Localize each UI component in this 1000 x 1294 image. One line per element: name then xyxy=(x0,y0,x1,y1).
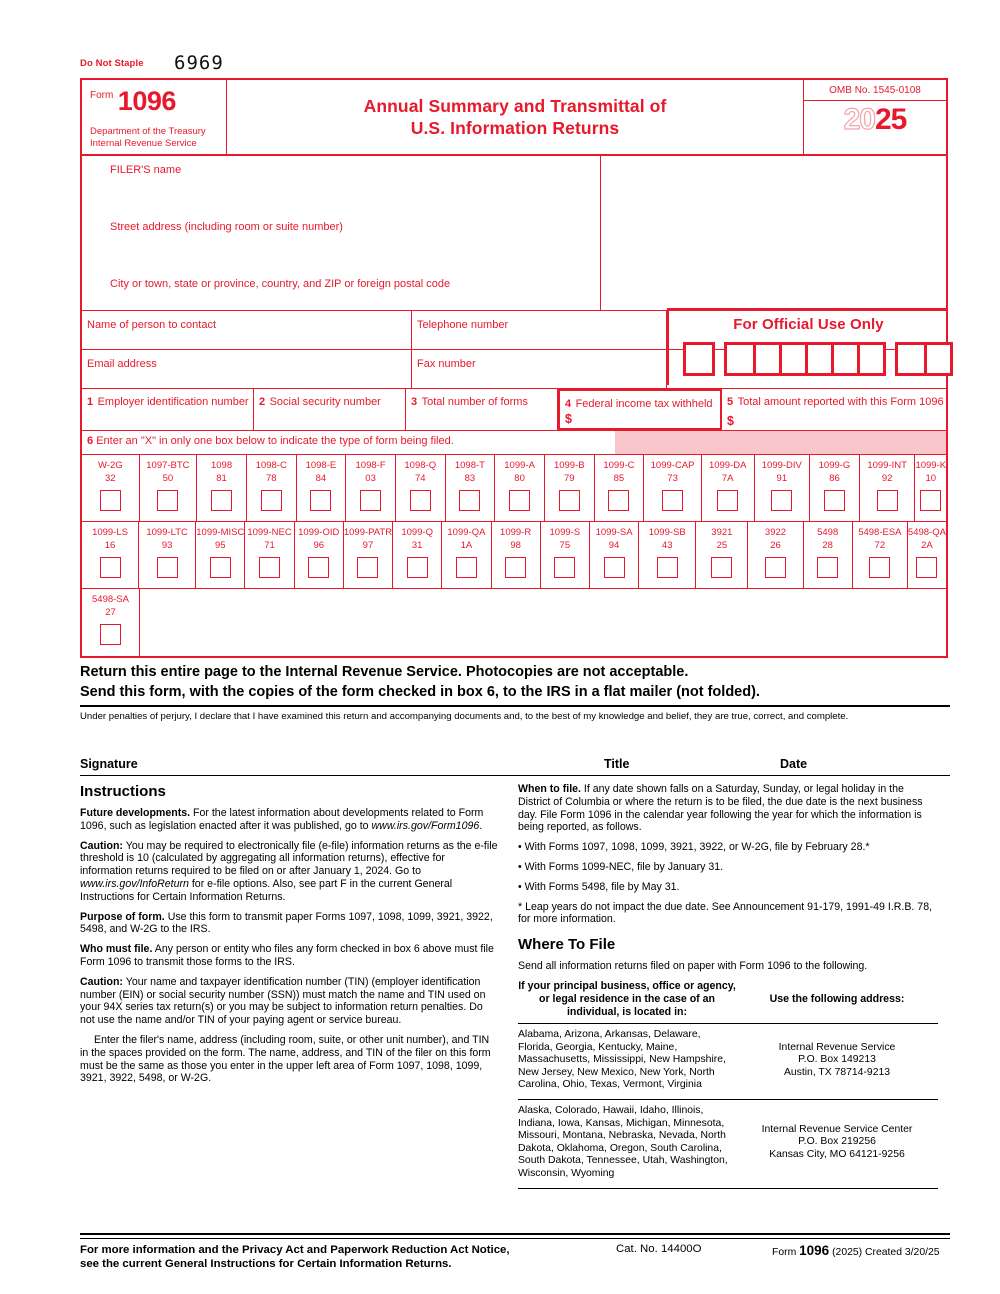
catalog-number: Cat. No. 14400O xyxy=(616,1243,702,1255)
form-type-1099-c[interactable] xyxy=(595,455,645,521)
form-type-name: 1099-NEC xyxy=(247,527,292,538)
when-to-file-bullet-2: • With Forms 1099-NEC, file by January 31. xyxy=(518,860,724,873)
footer-form-number: 1096 xyxy=(799,1243,830,1258)
purpose-of-form-paragraph xyxy=(80,911,500,937)
dollar-sign: $ xyxy=(727,414,734,428)
email-field[interactable] xyxy=(82,350,412,388)
form-type-code: 26 xyxy=(770,540,781,551)
form-type-1099-a[interactable] xyxy=(495,455,545,521)
form-type-code: 94 xyxy=(608,540,620,551)
department-line-2: Internal Revenue Service xyxy=(90,137,197,149)
form-type-1099-misc[interactable] xyxy=(196,522,245,588)
form-type-checkbox[interactable] xyxy=(100,490,121,511)
box-6-number: 6 xyxy=(87,435,94,447)
form-type-checkbox[interactable] xyxy=(824,490,845,511)
form-type-row-3 xyxy=(82,589,946,656)
official-use-only-title: For Official Use Only xyxy=(733,316,884,333)
form-type-checkbox[interactable] xyxy=(100,624,121,645)
form-type-1099-g[interactable] xyxy=(810,455,860,521)
address-line-1: Internal Revenue Service xyxy=(778,1041,896,1053)
future-developments-tail: . xyxy=(479,819,483,832)
where-to-file-address-austin xyxy=(736,1029,938,1092)
field-label: Social security number xyxy=(269,396,381,408)
signature-label: Signature xyxy=(80,757,138,771)
future-developments-text: For the latest information about developments related to Form 1096, such as legislation enacted after it was published, go to xyxy=(80,807,484,832)
box-6-pink-fill xyxy=(615,431,946,454)
form-type-w-2g[interactable] xyxy=(82,455,140,521)
official-use-comb-boxes[interactable] xyxy=(683,342,953,376)
form-type-code: 28 xyxy=(822,540,833,551)
form-type-name: 1099-B xyxy=(553,460,585,471)
form-type-code: 50 xyxy=(162,473,174,484)
instructions-right-column xyxy=(518,783,938,1189)
form-type-1099-div[interactable] xyxy=(755,455,811,521)
form-type-1098-f[interactable] xyxy=(346,455,396,521)
footer-notice-line-2: see the current General Instructions for Certain Information Returns. xyxy=(80,1258,452,1270)
purpose-label: Purpose of form. xyxy=(80,910,165,923)
address-line-2: P.O. Box 149213 xyxy=(798,1054,876,1066)
numbered-fields-row xyxy=(82,389,946,431)
where-to-file-col1-header: If your principal business, office or agency, or legal residence in the case of an individual, is located in: xyxy=(518,979,736,1018)
form-type-1099-ls[interactable] xyxy=(82,522,139,588)
form-type-name: 1099-LS xyxy=(92,527,128,538)
field-number: 5 xyxy=(727,396,734,408)
form-type-checkbox[interactable] xyxy=(717,490,738,511)
future-developments-label: Future developments. xyxy=(80,807,191,819)
footer-created-date: Created 3/20/25 xyxy=(865,1247,940,1258)
caution-efile-label: Caution: xyxy=(80,839,123,852)
purpose-text: Use this form to transmit paper Forms 1097, 1098, 1099, 3921, 3922, 5498, and W-2G to the IRS. xyxy=(80,910,493,936)
form-type-row-3-filler xyxy=(140,589,946,656)
caution-efile-text-a: You may be required to electronically file (e-file) information returns as the e-file threshold is 10 (calculated by aggregating all information returns), effective for information returns required to be filed on or after January 1, 2024. Go to xyxy=(80,839,498,878)
address-line-1: Internal Revenue Service Center xyxy=(761,1123,913,1135)
fax-label: Fax number xyxy=(417,358,476,370)
filer-city-label: City or town, state or province, country, and ZIP or foreign postal code xyxy=(110,278,451,290)
form-type-checkbox[interactable] xyxy=(407,557,428,578)
where-to-file-table-header xyxy=(518,980,938,1023)
form-type-name: 1098-Q xyxy=(404,460,437,471)
form-type-name: 1098-F xyxy=(355,460,386,471)
form-header xyxy=(82,80,946,156)
form-type-code: 72 xyxy=(874,540,886,551)
form-type-checkbox[interactable] xyxy=(259,557,280,578)
filer-street-label: Street address (including room or suite number) xyxy=(110,221,343,233)
form-type-code: 27 xyxy=(105,607,116,618)
form-type-checkbox[interactable] xyxy=(357,557,378,578)
form-type-code: 97 xyxy=(362,540,374,551)
where-to-file-states-kansas-city: Alaska, Colorado, Hawaii, Idaho, Illinois, Indiana, Iowa, Kansas, Michigan, Minnesota, Missouri, Montana, Nebraska, Nevada, North Dakota, Oklahoma, Oregon, South Carolina, South Dakota, Tennessee, Utah, Washington, Wisconsin, Wyoming xyxy=(518,1104,728,1179)
form-type-name: 1098-T xyxy=(454,460,485,471)
field-total-amount-reported[interactable] xyxy=(722,389,946,430)
form-type-checkbox[interactable] xyxy=(657,557,678,578)
form-type-checkbox[interactable] xyxy=(711,557,732,578)
box-6-header xyxy=(82,431,946,455)
official-comb-cell[interactable] xyxy=(898,345,924,373)
return-notice-line-1: Return this entire page to the Internal Revenue Service. Photocopies are not acceptable. xyxy=(80,664,689,680)
contact-name-label: Name of person to contact xyxy=(87,319,217,331)
instructions-left-column xyxy=(80,783,500,1092)
where-to-file-table xyxy=(518,980,938,1189)
form-label: Form xyxy=(90,90,114,101)
field-number: 4 xyxy=(565,398,572,410)
form-type-1099-k[interactable] xyxy=(915,455,946,521)
form-type-name: W-2G xyxy=(97,460,123,471)
field-social-security-number[interactable] xyxy=(254,389,406,430)
box-6-text-wrap xyxy=(87,435,454,447)
form-type-1099-q[interactable] xyxy=(393,522,442,588)
form-number: 1096 xyxy=(117,86,176,116)
form-type-1099-nec[interactable] xyxy=(245,522,294,588)
page-footer xyxy=(80,1243,950,1283)
form-type-1099-ltc[interactable] xyxy=(139,522,196,588)
form-type-1099-patr[interactable] xyxy=(344,522,393,588)
field-label: Federal income tax withheld xyxy=(575,398,713,410)
box-6-instruction: Enter an "X" in only one box below to indicate the type of form being filed. xyxy=(96,435,454,447)
form-type-name: 5498-QA xyxy=(907,527,946,538)
caution-efile-text-b: for e-file options. Also, see part F in the current General Instructions for Certain Information Returns. xyxy=(80,877,453,903)
official-comb-cell[interactable] xyxy=(753,345,779,373)
form-type-name: 1099-QA xyxy=(447,527,486,538)
form-type-1099-sb[interactable] xyxy=(639,522,696,588)
when-to-file-bullet-1: • With Forms 1097, 1098, 1099, 3921, 3922, or W-2G, file by February 28.* xyxy=(518,841,870,854)
form-type-checkbox[interactable] xyxy=(456,557,477,578)
field-label: Total amount reported with this Form 1096 xyxy=(737,396,944,408)
form-type-checkbox[interactable] xyxy=(360,490,381,511)
form-type-1099-cap[interactable] xyxy=(644,455,702,521)
form-type-checkbox[interactable] xyxy=(459,490,480,511)
future-developments-paragraph xyxy=(80,807,500,833)
title-label: Title xyxy=(604,757,630,771)
where-to-file-address-kansas-city xyxy=(736,1105,938,1181)
footer-form-identity xyxy=(772,1243,940,1258)
form-type-1099-qa[interactable] xyxy=(442,522,491,588)
when-to-file-text: If any date shown falls on a Saturday, Sunday, or legal holiday in the District of Columbia or where the return is to be filed, the due date is the next business day. File Form 1096 in the calendar year following the year for which the information is being reported, as follows. xyxy=(518,783,923,834)
form-type-code: 16 xyxy=(104,540,116,551)
form-type-name: 1097-BTC xyxy=(146,460,190,471)
form-type-name: 1098-C xyxy=(255,460,287,471)
form-type-1099-da[interactable] xyxy=(702,455,755,521)
form-type-name: 1099-DA xyxy=(708,460,747,471)
filer-name-label: FILER'S name xyxy=(110,164,182,176)
form-type-code: 83 xyxy=(464,473,476,484)
official-comb-cell[interactable] xyxy=(831,345,857,373)
form-type-name: 1099-INT xyxy=(867,460,907,471)
department-line-1: Department of the Treasury xyxy=(90,126,206,137)
field-label: Employer identification number xyxy=(97,396,249,408)
form-type-checkbox[interactable] xyxy=(157,490,178,511)
divider-above-perjury xyxy=(80,705,950,707)
form-type-name: 1098 xyxy=(210,460,233,471)
form-type-code: 98 xyxy=(510,540,521,551)
where-to-file-row-kansas-city xyxy=(518,1099,938,1188)
form-type-code: 7A xyxy=(721,473,734,484)
form-type-code: 1A xyxy=(460,540,473,551)
form-type-5498-sa[interactable] xyxy=(82,589,140,656)
form-type-code: 43 xyxy=(661,540,673,551)
official-comb-cell[interactable] xyxy=(727,345,753,373)
form-type-checkbox[interactable] xyxy=(817,557,838,578)
form-type-code: 86 xyxy=(829,473,840,484)
telephone-label: Telephone number xyxy=(417,319,509,331)
form-type-5498-esa[interactable] xyxy=(853,522,908,588)
form-main-box xyxy=(80,78,948,658)
form-type-checkbox[interactable] xyxy=(211,490,232,511)
form-type-code: 2A xyxy=(921,540,933,551)
tax-year xyxy=(804,101,946,137)
caution-tin-paragraph xyxy=(80,976,500,1027)
field-number: 1 xyxy=(87,396,94,408)
form-type-checkbox[interactable] xyxy=(310,490,331,511)
date-label: Date xyxy=(780,757,808,771)
tax-year-suffix: 25 xyxy=(875,103,907,136)
form-type-name: 1099-OID xyxy=(298,527,340,538)
form-type-code: 91 xyxy=(776,473,788,484)
when-to-file-label: When to file. xyxy=(518,783,581,795)
form-type-name: 1099-Q xyxy=(401,527,434,538)
department-block xyxy=(90,126,206,149)
enter-filer-name-paragraph: Enter the filer's name, address (including room, suite, or other unit number), and TIN in the spaces provided on the form. The name, address, and TIN of the filer on this form must be the same as those you enter in the upper left area of Form 1097, 1098, 1099, 3921, 3922, 5498, or W-2G. xyxy=(80,1033,491,1085)
field-number: 3 xyxy=(411,396,418,408)
form-type-1099-s[interactable] xyxy=(541,522,590,588)
official-comb-cell[interactable] xyxy=(857,345,883,373)
form-type-1099-sa[interactable] xyxy=(590,522,639,588)
form-title-line-2: U.S. Information Returns xyxy=(410,118,620,138)
who-must-file-paragraph xyxy=(80,943,500,969)
form-type-code: 93 xyxy=(161,540,173,551)
field-federal-income-tax-withheld[interactable] xyxy=(558,389,722,430)
form-type-name: 1099-S xyxy=(549,527,581,538)
form-type-code: 81 xyxy=(216,473,227,484)
filer-address-fields[interactable] xyxy=(82,156,601,310)
form-type-name: 1099-LTC xyxy=(146,527,188,538)
caution-tin-text: Your name and taxpayer identification number (TIN) (employer identification number (EIN) or social security number (SSN)) must match the name and TIN used on your 94X series tax return(s) or you may be subject to information return penalties. Do not use the name and/or TIN of your paying agent or service bureau. xyxy=(80,975,486,1027)
form-type-name: 3922 xyxy=(764,527,787,538)
who-must-file-label: Who must file. xyxy=(80,943,153,956)
footer-form-label: Form xyxy=(772,1247,797,1258)
form-type-code: 79 xyxy=(563,473,575,484)
footer-notice xyxy=(80,1243,510,1271)
form-type-1097-btc[interactable] xyxy=(140,455,198,521)
form-type-checkbox[interactable] xyxy=(916,557,937,578)
form-title-block xyxy=(227,80,804,154)
form-type-1099-oid[interactable] xyxy=(295,522,344,588)
footer-rule-thin xyxy=(80,1238,950,1239)
where-to-file-states-austin: Alabama, Arizona, Arkansas, Delaware, Florida, Georgia, Kentucky, Maine, Massachusetts, Mississippi, New Hampshire, New Jersey, New Mexico, New York, North Carolina, Ohio, Texas, Vermont, Virginia xyxy=(518,1028,726,1091)
filer-block xyxy=(82,156,946,311)
form-type-1098-c[interactable] xyxy=(247,455,297,521)
where-to-file-col2-header: Use the following address: xyxy=(769,992,905,1005)
caution-efile-link[interactable]: www.irs.gov/InfoReturn xyxy=(80,877,189,890)
form-type-checkbox[interactable] xyxy=(559,490,580,511)
form-type-1098-t[interactable] xyxy=(446,455,496,521)
fax-field[interactable] xyxy=(412,350,667,388)
form-type-code: 74 xyxy=(414,473,426,484)
form-type-row-1 xyxy=(82,455,946,522)
caution-tin-label: Caution: xyxy=(80,975,123,988)
instructions-heading: Instructions xyxy=(80,783,166,800)
form-type-code: 10 xyxy=(925,473,937,484)
footer-notice-line-1: For more information and the Privacy Act and Paperwork Reduction Act Notice, xyxy=(80,1244,510,1256)
form-type-checkbox[interactable] xyxy=(308,557,329,578)
official-comb-cell[interactable] xyxy=(779,345,805,373)
form-type-1099-int[interactable] xyxy=(860,455,916,521)
form-type-name: 5498-SA xyxy=(92,594,129,605)
form-type-code: 71 xyxy=(264,540,275,551)
form-type-name: 5498-ESA xyxy=(858,527,902,538)
address-line-3: Austin, TX 78714-9213 xyxy=(783,1066,891,1078)
omb-number: OMB No. 1545-0108 xyxy=(804,80,946,101)
form-type-name: 1099-PATR xyxy=(343,527,393,538)
form-type-5498-qa[interactable] xyxy=(908,522,946,588)
form-type-code: 31 xyxy=(411,540,423,551)
form-type-name: 1099-C xyxy=(603,460,635,471)
form-type-3922[interactable] xyxy=(748,522,803,588)
filer-right-blank-area xyxy=(601,156,946,310)
form-type-code: 03 xyxy=(365,473,376,484)
official-comb-cell[interactable] xyxy=(686,345,712,373)
top-strip xyxy=(80,52,950,78)
form-type-3921[interactable] xyxy=(696,522,748,588)
field-label: Total number of forms xyxy=(421,396,528,408)
form-type-checkbox[interactable] xyxy=(869,557,890,578)
dollar-sign: $ xyxy=(565,412,572,426)
where-to-file-heading: Where To File xyxy=(518,936,616,954)
form-type-checkbox[interactable] xyxy=(554,557,575,578)
field-number: 2 xyxy=(259,396,266,408)
ocr-scanline-number: 6969 xyxy=(174,52,224,74)
form-type-name: 1098-E xyxy=(305,460,337,471)
where-to-file-table-bottom-rule xyxy=(518,1188,938,1189)
form-type-code: 75 xyxy=(559,540,571,551)
tax-year-prefix: 20 xyxy=(843,103,875,136)
form-type-code: 78 xyxy=(265,473,277,484)
official-comb-cell[interactable] xyxy=(805,345,831,373)
do-not-staple-label: Do Not Staple xyxy=(80,58,144,69)
form-type-name: 1099-CAP xyxy=(650,460,695,471)
contact-name-field[interactable] xyxy=(82,311,412,349)
when-to-file-footnote: * Leap years do not impact the due date. See Announcement 91-179, 1991-49 I.R.B. 78, for more information. xyxy=(518,900,933,926)
form-type-name: 3921 xyxy=(711,527,733,538)
form-type-1098-e[interactable] xyxy=(297,455,347,521)
official-comb-group-1[interactable] xyxy=(683,342,715,376)
form-type-checkbox[interactable] xyxy=(505,557,526,578)
form-type-checkbox[interactable] xyxy=(261,490,282,511)
form-type-code: 80 xyxy=(514,473,525,484)
form-type-code: 95 xyxy=(215,540,226,551)
form-type-checkbox[interactable] xyxy=(608,490,629,511)
when-to-file-bullet-3: • With Forms 5498, file by May 31. xyxy=(518,880,680,893)
return-notice xyxy=(80,662,950,702)
form-type-checkbox[interactable] xyxy=(509,490,530,511)
form-type-checkbox[interactable] xyxy=(100,557,121,578)
address-line-3: Kansas City, MO 64121-9256 xyxy=(769,1149,905,1161)
official-comb-group-2[interactable] xyxy=(724,342,886,376)
official-comb-cell[interactable] xyxy=(924,345,950,373)
where-to-file-row-austin xyxy=(518,1023,938,1099)
form-type-code: 32 xyxy=(105,473,116,484)
form-type-code: 85 xyxy=(613,473,625,484)
telephone-field[interactable] xyxy=(412,311,667,349)
form-type-checkbox[interactable] xyxy=(662,490,683,511)
form-type-checkbox[interactable] xyxy=(210,557,231,578)
email-label: Email address xyxy=(87,358,157,370)
form-identity-block xyxy=(82,80,227,154)
footer-rule-thick xyxy=(80,1233,950,1235)
official-comb-group-3[interactable] xyxy=(895,342,953,376)
form-type-name: 1099-K xyxy=(915,460,947,471)
form-type-code: 96 xyxy=(313,540,325,551)
form-type-name: 1099-G xyxy=(818,460,851,471)
form-type-checkbox[interactable] xyxy=(877,490,898,511)
return-notice-line-2: Send this form, with the copies of the form checked in box 6, to the IRS in a flat mailer (not folded). xyxy=(80,684,760,700)
form-type-1098-q[interactable] xyxy=(396,455,446,521)
form-type-1098[interactable] xyxy=(197,455,247,521)
form-type-code: 25 xyxy=(716,540,728,551)
form-title-line-1: Annual Summary and Transmittal of xyxy=(363,96,667,116)
form-type-1099-r[interactable] xyxy=(492,522,541,588)
form-type-name: 1099-SB xyxy=(648,527,686,538)
form-type-checkbox[interactable] xyxy=(765,557,786,578)
field-employer-identification-number[interactable] xyxy=(82,389,254,430)
where-to-file-intro: Send all information returns filed on paper with Form 1096 to the following. xyxy=(518,960,868,973)
omb-year-block xyxy=(804,80,946,154)
official-use-only-block xyxy=(667,308,948,385)
form-type-checkbox[interactable] xyxy=(920,490,941,511)
form-type-name: 1099-R xyxy=(500,527,532,538)
field-total-number-of-forms[interactable] xyxy=(406,389,558,430)
form-type-code: 73 xyxy=(667,473,678,484)
signature-line[interactable] xyxy=(80,775,950,776)
footer-form-year: (2025) xyxy=(832,1247,863,1258)
caution-efile-paragraph xyxy=(80,840,500,904)
form-type-checkbox[interactable] xyxy=(410,490,431,511)
form-type-checkbox[interactable] xyxy=(157,557,178,578)
form-type-code: 92 xyxy=(881,473,893,484)
form-type-name: 1099-MISC xyxy=(196,527,245,538)
form-type-checkbox[interactable] xyxy=(771,490,792,511)
form-type-1099-b[interactable] xyxy=(545,455,595,521)
future-developments-link[interactable]: www.irs.gov/Form1096 xyxy=(371,819,480,832)
form-type-name: 5498 xyxy=(817,527,839,538)
form-type-name: 1099-DIV xyxy=(761,460,802,471)
form-type-name: 1099-A xyxy=(504,460,535,471)
perjury-statement: Under penalties of perjury, I declare that I have examined this return and accompanying documents and, to the best of my knowledge and belief, they are true, correct, and complete. xyxy=(80,711,849,722)
form-type-5498[interactable] xyxy=(804,522,853,588)
form-type-row-2 xyxy=(82,522,946,589)
address-line-2: P.O. Box 219256 xyxy=(798,1136,876,1148)
form-type-name: 1099-SA xyxy=(595,527,633,538)
who-must-file-text: Any person or entity who files any form checked in box 6 above must file Form 1096 to transmit those forms to the IRS. xyxy=(80,943,494,968)
when-to-file-paragraph xyxy=(518,783,938,834)
form-type-checkbox[interactable] xyxy=(604,557,625,578)
form-type-code: 84 xyxy=(315,473,327,484)
